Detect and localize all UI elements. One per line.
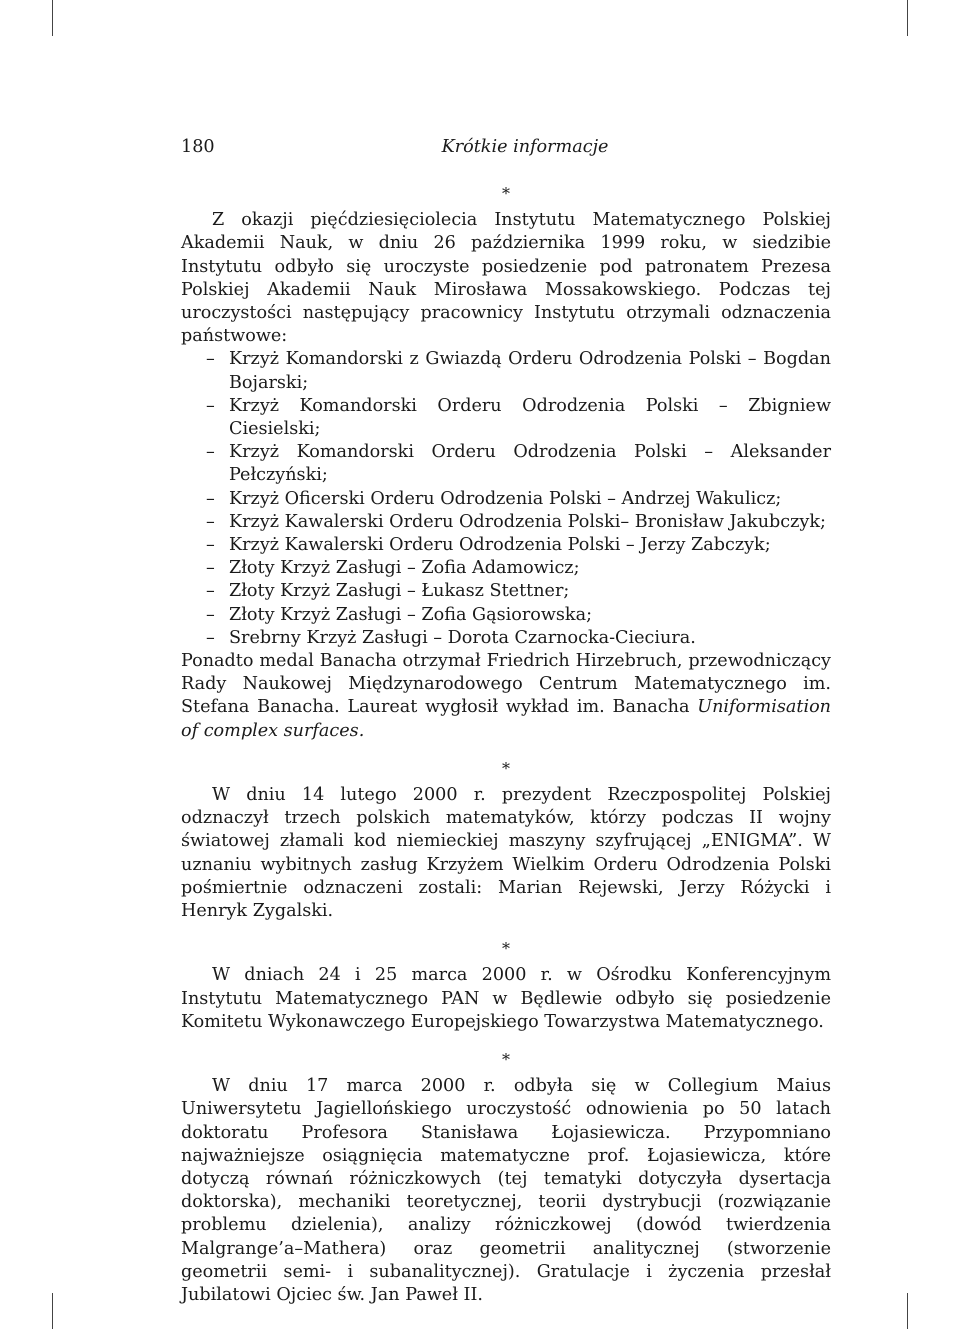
list-dash: – [206,511,215,532]
award-item: – Krzyż Oficerski Orderu Odrodzenia Polski – Andrzej Wakulicz; [181,488,831,511]
crop-mark-bottom-left [52,1293,53,1329]
award-item: – Krzyż Kawalerski Orderu Odrodzenia Polski– Bronisław Jakubczyk; [181,511,831,534]
running-title: Krótkie informacje [441,137,609,157]
page-body [181,136,831,1307]
award-item: – Krzyż Kawalerski Orderu Odrodzenia Polski – Jerzy Zabczyk; [181,534,831,557]
crop-mark-bottom-right [907,1293,908,1329]
list-dash: – [206,604,215,625]
awards-list [181,348,831,650]
award-item: – Krzyż Komandorski Orderu Odrodzenia Polski – Zbigniew Ciesielski; [206,395,831,440]
list-dash: – [206,627,215,648]
list-dash: – [206,395,215,416]
list-dash: – [206,558,215,579]
section-separator: * [502,184,510,203]
list-dash: – [206,349,215,370]
section4-paragraph: W dniu 17 marca 2000 r. odbyła się w Collegium Maius Uniwersytetu Jagiellońskiego uroczystość odnowienia po 50 latach doktoratu Profesora Stanisława Łojasiewicza. Przypomniano najważniejsze osiągnięcia matematyczne prof. Łojasiewicza, które dotyczą równań różniczkowych (tej tematyki dotyczyła dysertacja doktorska), mechaniki teoretycznej, teorii dystrybucji (rozwiązanie problemu dzielenia), analizy różniczkowej (dowód twierdzenia Malgrange’a–Mathera) oraz geometrii analitycznej (stworzenie geometrii semi- i subanalitycznej). Gratulacje i życzenia przesłał Jubilatowi Ojciec św. Jan Paweł II. [181,1076,831,1306]
award-item: – Krzyż Komandorski Orderu Odrodzenia Polski – Aleksander Pełczyński; [206,442,831,486]
section2-paragraph: W dniu 14 lutego 2000 r. prezydent Rzeczpospolitej Polskiej odznaczył trzech polskich matematyków, którzy podczas II wojny światowej złamali kod niemieckiej maszyny szyfrującej „ENIGMA”. W uznaniu wybitnych zasług Krzyżem Wielkim Orderu Odrodzenia Polski pośmiertnie odznaczeni zostali: Marian Rejewski, Jerzy Różycki i Henryk Zygalski. [181,785,831,922]
award-item: – Krzyż Komandorski z Gwiazdą Orderu Odrodzenia Polski – Bogdan Bojarski; [206,349,831,393]
page-number: 180 [181,137,215,157]
crop-mark-top-right [907,0,908,36]
lecture-title: Uniformisation of complex surfaces. [181,697,831,741]
award-item: – Złoty Krzyż Zasługi – Zofia Adamowicz; [181,557,831,580]
list-dash: – [206,442,215,463]
list-dash: – [206,581,215,602]
section-separator: * [502,758,510,778]
section-separator: * [502,1050,510,1070]
section3-paragraph: W dniach 24 i 25 marca 2000 r. w Ośrodku Konferencyjnym Instytutu Matematycznego PAN w Będlewie odbyło się posiedzenie Komitetu Wykonawczego Europejskiego Towarzystwa Matematycznego. [181,965,831,1032]
section1-medal-paragraph: Ponadto medal Banacha otrzymał Friedrich Hirzebruch, przewodniczący Rady Naukowej Międzynarodowego Centrum Matematycznego im. Stefana Banacha. Laureat wygłosił wykład im. Banacha Uniformisation of complex surfaces. [181,651,831,741]
running-header [181,136,831,166]
list-dash: – [206,535,215,556]
award-item: – Złoty Krzyż Zasługi – Łukasz Stettner; [181,580,831,603]
section-separator: * [502,939,510,959]
award-item: – Złoty Krzyż Zasługi – Zofia Gąsiorowska; [181,604,831,627]
list-dash: – [206,488,215,509]
crop-mark-top-left [52,0,53,36]
award-item: – Srebrny Krzyż Zasługi – Dorota Czarnocka-Cieciura. [181,627,831,650]
section1-intro: Z okazji pięćdziesięciolecia Instytutu Matematycznego Polskiej Akademii Nauk, w dniu 26 października 1999 roku, w siedzibie Instytutu odbyło się uroczyste posiedzenie pod patronatem Prezesa Polskiej Akademii Nauk Mirosława Mossakowskiego. Podczas tej uroczystości następujący pracownicy Instytutu otrzymali odznaczenia państwowe: [181,210,831,347]
